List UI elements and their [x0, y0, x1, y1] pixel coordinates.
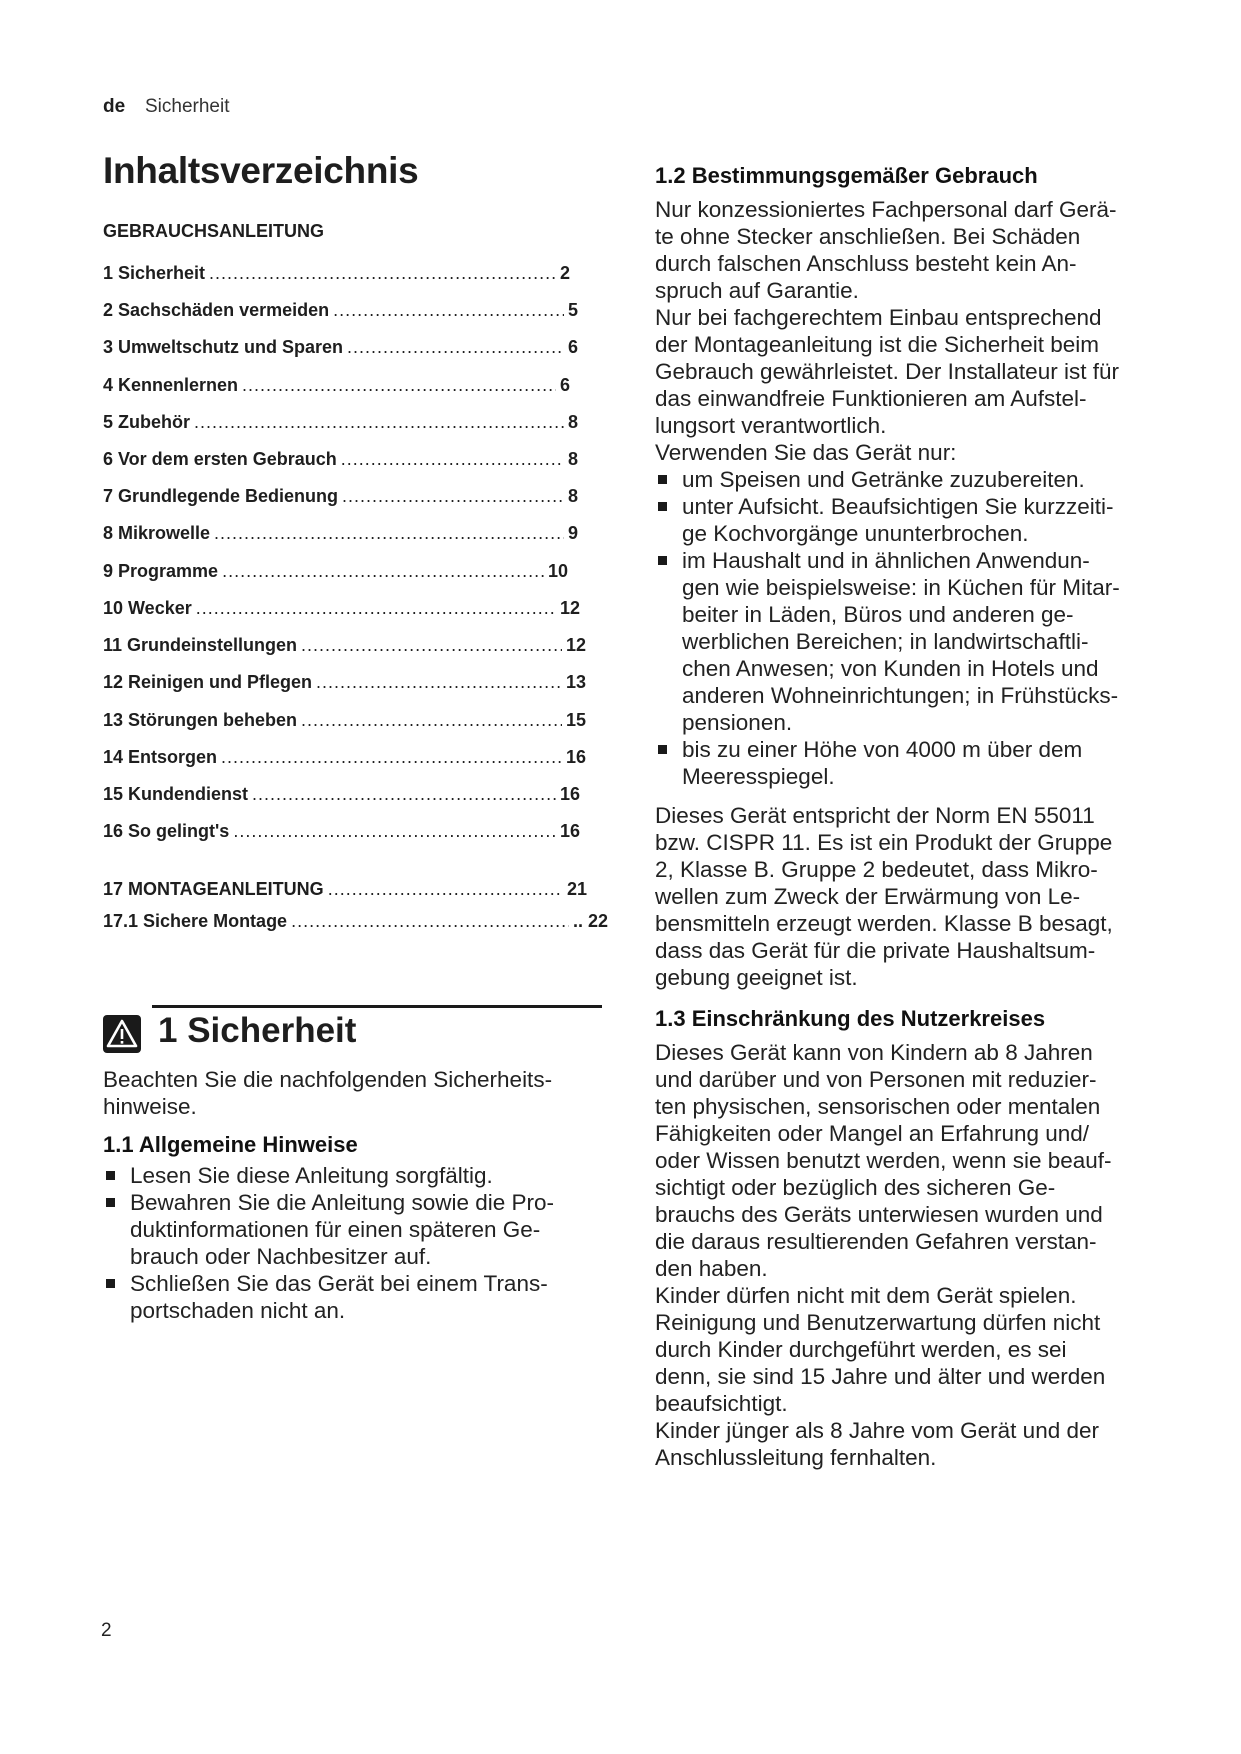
toc-item[interactable]: [103, 635, 586, 659]
bullet-square-icon: [658, 475, 667, 484]
bullet-square-icon: [106, 1171, 115, 1180]
toc-leader-dots: [301, 635, 562, 656]
subsection-heading-intended-use: 1.2 Bestimmungsgemäßer Gebrauch: [655, 163, 1038, 188]
toc-item-page: 12: [559, 598, 580, 618]
toc-item-page: 16: [559, 784, 580, 804]
toc-item-label: 13 Störungen beheben: [103, 710, 298, 730]
paragraph: Verwenden Sie das Gerät nur:: [655, 440, 957, 465]
header-section-title: Sicherheit: [145, 96, 230, 117]
toc-item-label: 14 Entsorgen: [103, 747, 218, 767]
toc-leader-dots: [316, 672, 562, 693]
paragraph: Dieses Gerät entspricht der Norm EN 55011 bzw. CISPR 11. Es ist ein Produkt der Gruppe 2, Klasse B. Gruppe 2 bedeutet, dass Mikro- wellen zum Zweck der Erwärmung von Le- bensmitteln erzeugt werden. Klasse B besagt, dass das Gerät für die private Haushaltsum- gebung geeignet ist.: [655, 803, 1113, 990]
paragraph: Kinder dürfen nicht mit dem Gerät spielen. Reinigung und Benutzerwartung dürfen nicht durch Kinder durchgeführt werden, es sei denn, sie sind 15 Jahre und älter und werden beaufsichtigt.: [655, 1283, 1106, 1416]
toc-item-page: 9: [567, 523, 578, 543]
toc-item-page: 2: [559, 263, 570, 283]
toc-item[interactable]: [103, 784, 580, 808]
toc-item-page: 21: [566, 879, 587, 899]
subsection-heading-general: 1.1 Allgemeine Hinweise: [103, 1132, 358, 1157]
bullet-text: bis zu einer Höhe von 4000 m über dem Meeresspiegel.: [682, 737, 1083, 789]
toc-item-page: 15: [565, 710, 586, 730]
bullet-square-icon: [658, 556, 667, 565]
subsection-heading-user-restriction: 1.3 Einschränkung des Nutzerkreises: [655, 1006, 1046, 1031]
toc-item[interactable]: [103, 337, 578, 361]
bullet-text: Bewahren Sie die Anleitung sowie die Pro- duktinformationen für einen späteren Ge- brauch oder Nachbesitzer auf.: [130, 1190, 555, 1269]
toc-item[interactable]: [103, 710, 586, 734]
section-heading: 1 Sicherheit: [158, 1011, 357, 1050]
toc-item-page: 16: [565, 747, 586, 767]
toc-leader-dots: [209, 263, 556, 284]
section-intro: Beachten Sie die nachfolgenden Sicherheits- hinweise.: [103, 1067, 553, 1119]
toc-item[interactable]: [103, 821, 580, 845]
toc-item[interactable]: [103, 523, 578, 547]
toc-item[interactable]: [103, 375, 570, 399]
toc-item-label: 3 Umweltschutz und Sparen: [103, 337, 344, 357]
toc-item-page: 6: [567, 337, 578, 357]
toc-item-label: 15 Kundendienst: [103, 784, 249, 804]
bullet-square-icon: [658, 745, 667, 754]
toc-subtitle: GEBRAUCHSANLEITUNG: [103, 221, 325, 241]
bullet-square-icon: [658, 502, 667, 511]
toc-item[interactable]: [103, 911, 608, 935]
general-hints-list: [103, 1162, 613, 1324]
toc-leader-dots: [214, 523, 564, 544]
toc-item[interactable]: [103, 486, 578, 510]
toc-leader-dots: [242, 375, 556, 396]
paragraph: Dieses Gerät kann von Kindern ab 8 Jahren und darüber und von Personen mit reduzier- ten physischen, sensorischen oder mentalen Fähigkeiten oder Mangel an Erfahrung und/ oder Wissen benutzt werden, wenn sie beauf- sichtigt oder bezüglich des sicheren Ge- brauchs des Geräts unterwiesen wurden und die daraus resultierenden Gefahren verstan- den haben.: [655, 1040, 1112, 1281]
bullet-item: [103, 1162, 613, 1189]
toc-leader-dots: [291, 911, 569, 932]
bullet-square-icon: [106, 1279, 115, 1288]
toc-item[interactable]: [103, 449, 578, 473]
toc-item-page: 5: [567, 300, 578, 320]
toc-leader-dots: [252, 784, 556, 805]
toc-leader-dots: [347, 337, 564, 358]
toc-item-label: 12 Reinigen und Pflegen: [103, 672, 313, 692]
bullet-item: [655, 736, 1175, 790]
toc-item-page: 6: [559, 375, 570, 395]
toc-item-page: 8: [567, 449, 578, 469]
bullet-square-icon: [106, 1198, 115, 1207]
toc-item-page: 12: [565, 635, 586, 655]
toc-item[interactable]: [103, 561, 568, 585]
language-code: de: [103, 96, 126, 117]
toc-item-label: 8 Mikrowelle: [103, 523, 211, 543]
toc-item-page: 8: [567, 486, 578, 506]
toc-leader-dots: [194, 412, 564, 433]
bullet-text: im Haushalt und in ähnlichen Anwendun- gen wie beispielsweise: in Küchen für Mitar- beiter in Läden, Büros und anderen ge- werblichen Bereichen; in landwirtschaftli- chen Anwesen; von Kunden in Hotels und anderen Wohneinrichtungen; in Frühstücks- pensionen.: [682, 548, 1120, 735]
bullet-item: [655, 493, 1175, 547]
toc-item-label: 10 Wecker: [103, 598, 192, 618]
user-restriction-body: [655, 1039, 1175, 1471]
toc-item[interactable]: [103, 263, 570, 287]
toc-item-page: 10: [547, 561, 568, 581]
toc-leader-dots: [341, 449, 564, 470]
toc-item-label: 6 Vor dem ersten Gebrauch: [103, 449, 337, 469]
toc-item-label: 2 Sachschäden vermeiden: [103, 300, 330, 320]
toc-leader-dots: [233, 821, 556, 842]
bullet-item: [655, 466, 1175, 493]
toc-leader-dots: [196, 598, 556, 619]
page-number: 2: [101, 1620, 112, 1641]
toc-leader-dots: [221, 747, 562, 768]
toc-title: Inhaltsverzeichnis: [103, 150, 419, 191]
bullet-text: Lesen Sie diese Anleitung sorgfältig.: [130, 1163, 493, 1188]
toc-item[interactable]: [103, 672, 586, 696]
toc-leader-dots: [301, 710, 562, 731]
toc-item-label: 9 Programme: [103, 561, 219, 581]
toc-leader-dots: [342, 486, 564, 507]
warning-icon: [103, 1015, 141, 1053]
toc-item-label: 11 Grundeinstellungen: [103, 635, 298, 655]
paragraph: Nur konzessioniertes Fachpersonal darf Gerä- te ohne Stecker anschließen. Bei Schäden durch falschen Anschluss besteht kein An- spruch auf Garantie.: [655, 197, 1117, 303]
bullet-item: [103, 1189, 613, 1270]
warning-triangle-icon: [103, 1015, 141, 1053]
toc-item-label: 5 Zubehör: [103, 412, 191, 432]
toc-item-page: .. 22: [572, 911, 608, 931]
section-divider: [152, 1005, 602, 1008]
toc-item-label: 7 Grundlegende Bedienung: [103, 486, 339, 506]
bullet-item: [103, 1270, 613, 1324]
toc-item-page: 8: [567, 412, 578, 432]
toc-item[interactable]: [103, 598, 580, 622]
toc-item-label: 16 So gelingt's: [103, 821, 230, 841]
intended-use-body: [655, 196, 1175, 991]
toc-leader-dots: [222, 561, 544, 582]
toc-item[interactable]: [103, 747, 586, 771]
toc-item-label: 1 Sicherheit: [103, 263, 206, 283]
toc-item[interactable]: [103, 412, 578, 436]
paragraph: Nur bei fachgerechtem Einbau entsprechend der Montageanleitung ist die Sicherheit beim Gebrauch gewährleistet. Der Installateur ist für das einwandfreie Funktionieren am Aufstel- lungsort verantwortlich.: [655, 305, 1119, 438]
toc-item[interactable]: [103, 879, 587, 903]
paragraph: Kinder jünger als 8 Jahre vom Gerät und der Anschlussleitung fernhalten.: [655, 1418, 1099, 1470]
toc-item-label: 17 MONTAGEANLEITUNG: [103, 879, 324, 899]
bullet-item: [655, 547, 1175, 736]
toc-item-page: 16: [559, 821, 580, 841]
toc-item-label: 4 Kennenlernen: [103, 375, 239, 395]
toc-item[interactable]: [103, 300, 578, 324]
bullet-text: Schließen Sie das Gerät bei einem Trans- portschaden nicht an.: [130, 1271, 548, 1323]
bullet-text: um Speisen und Getränke zuzubereiten.: [682, 467, 1085, 492]
toc-leader-dots: [328, 879, 563, 900]
toc-item-label: 17.1 Sichere Montage: [103, 911, 288, 931]
bullet-text: unter Aufsicht. Beaufsichtigen Sie kurzzeiti- ge Kochvorgänge ununterbrochen.: [682, 494, 1114, 546]
toc-leader-dots: [333, 300, 564, 321]
toc-item-page: 13: [565, 672, 586, 692]
